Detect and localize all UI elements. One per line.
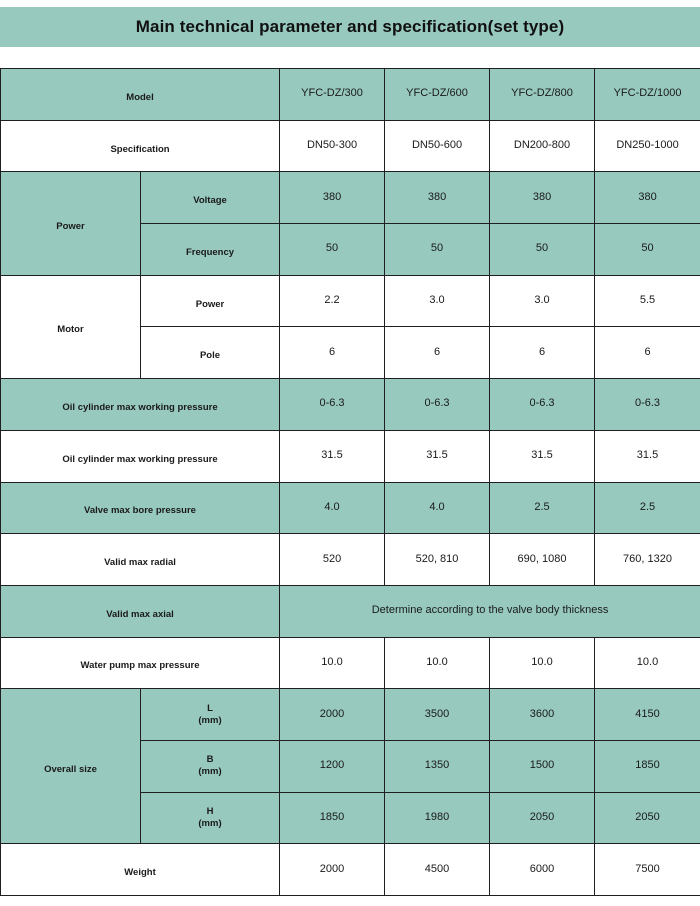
valve-bore-label: Valve max bore pressure bbox=[1, 482, 280, 534]
model-cell: YFC-DZ/800 bbox=[490, 69, 595, 121]
pole-label: Pole bbox=[141, 327, 280, 379]
axial-cell: Determine according to the valve body thickness bbox=[280, 585, 700, 637]
size-L-cell: 3600 bbox=[490, 689, 595, 741]
pump-cell: 10.0 bbox=[595, 637, 700, 689]
valve-bore-cell: 2.5 bbox=[490, 482, 595, 534]
radial-cell: 760, 1320 bbox=[595, 534, 700, 586]
overall-size-label: Overall size bbox=[1, 689, 141, 844]
row-pump bbox=[1, 637, 700, 689]
size-H-cell: 2050 bbox=[595, 792, 700, 844]
specification-cell: DN50-600 bbox=[385, 120, 490, 172]
valve-bore-cell: 2.5 bbox=[595, 482, 700, 534]
pole-cell: 6 bbox=[280, 327, 385, 379]
L-label: L (mm) bbox=[141, 689, 280, 741]
radial-cell: 690, 1080 bbox=[490, 534, 595, 586]
radial-cell: 520 bbox=[280, 534, 385, 586]
oil-pressure-2-label: Oil cylinder max working pressure bbox=[1, 430, 280, 482]
weight-label: Weight bbox=[1, 844, 280, 896]
size-H-cell: 2050 bbox=[490, 792, 595, 844]
pole-cell: 6 bbox=[490, 327, 595, 379]
motor-power-label: Power bbox=[141, 275, 280, 327]
frequency-cell: 50 bbox=[280, 224, 385, 276]
title-bar bbox=[0, 7, 700, 47]
row-oil-pressure-2 bbox=[1, 430, 700, 482]
size-B-cell: 1200 bbox=[280, 740, 385, 792]
valve-bore-cell: 4.0 bbox=[280, 482, 385, 534]
row-weight bbox=[1, 844, 700, 896]
row-motor-power bbox=[1, 275, 700, 327]
motor-group-label: Motor bbox=[1, 275, 141, 378]
oil-pressure-1-label: Oil cylinder max working pressure bbox=[1, 379, 280, 431]
row-voltage bbox=[1, 172, 700, 224]
page-title: Main technical parameter and specification(set type) bbox=[135, 17, 565, 36]
frequency-cell: 50 bbox=[490, 224, 595, 276]
oil-pressure-2-cell: 31.5 bbox=[280, 430, 385, 482]
row-radial bbox=[1, 534, 700, 586]
oil-pressure-1-cell: 0-6.3 bbox=[385, 379, 490, 431]
pump-label: Water pump max pressure bbox=[1, 637, 280, 689]
motor-power-cell: 5.5 bbox=[595, 275, 700, 327]
weight-cell: 6000 bbox=[490, 844, 595, 896]
size-B-cell: 1500 bbox=[490, 740, 595, 792]
H-label: H (mm) bbox=[141, 792, 280, 844]
weight-cell: 7500 bbox=[595, 844, 700, 896]
radial-cell: 520, 810 bbox=[385, 534, 490, 586]
power-group-label: Power bbox=[1, 172, 141, 275]
specification-cell: DN200-800 bbox=[490, 120, 595, 172]
B-label: B (mm) bbox=[141, 740, 280, 792]
motor-power-cell: 3.0 bbox=[385, 275, 490, 327]
oil-pressure-1-cell: 0-6.3 bbox=[280, 379, 385, 431]
frequency-label: Frequency bbox=[141, 224, 280, 276]
voltage-cell: 380 bbox=[490, 172, 595, 224]
size-L-cell: 3500 bbox=[385, 689, 490, 741]
specification-cell: DN50-300 bbox=[280, 120, 385, 172]
model-cell: YFC-DZ/300 bbox=[280, 69, 385, 121]
spec-table bbox=[0, 68, 700, 896]
frequency-cell: 50 bbox=[385, 224, 490, 276]
size-H-cell: 1980 bbox=[385, 792, 490, 844]
pump-cell: 10.0 bbox=[385, 637, 490, 689]
pole-cell: 6 bbox=[595, 327, 700, 379]
axial-label: Valid max axial bbox=[1, 585, 280, 637]
weight-cell: 2000 bbox=[280, 844, 385, 896]
row-size-L bbox=[1, 689, 700, 741]
frequency-cell: 50 bbox=[595, 224, 700, 276]
radial-label: Valid max radial bbox=[1, 534, 280, 586]
oil-pressure-1-cell: 0-6.3 bbox=[595, 379, 700, 431]
voltage-cell: 380 bbox=[385, 172, 490, 224]
valve-bore-cell: 4.0 bbox=[385, 482, 490, 534]
voltage-label: Voltage bbox=[141, 172, 280, 224]
size-L-cell: 4150 bbox=[595, 689, 700, 741]
pump-cell: 10.0 bbox=[490, 637, 595, 689]
size-B-cell: 1350 bbox=[385, 740, 490, 792]
model-label: Model bbox=[1, 69, 280, 121]
oil-pressure-1-cell: 0-6.3 bbox=[490, 379, 595, 431]
size-L-cell: 2000 bbox=[280, 689, 385, 741]
voltage-cell: 380 bbox=[595, 172, 700, 224]
weight-cell: 4500 bbox=[385, 844, 490, 896]
row-valve-bore bbox=[1, 482, 700, 534]
oil-pressure-2-cell: 31.5 bbox=[385, 430, 490, 482]
pole-cell: 6 bbox=[385, 327, 490, 379]
pump-cell: 10.0 bbox=[280, 637, 385, 689]
size-H-cell: 1850 bbox=[280, 792, 385, 844]
voltage-cell: 380 bbox=[280, 172, 385, 224]
motor-power-cell: 3.0 bbox=[490, 275, 595, 327]
size-B-cell: 1850 bbox=[595, 740, 700, 792]
row-specification bbox=[1, 120, 700, 172]
oil-pressure-2-cell: 31.5 bbox=[490, 430, 595, 482]
row-oil-pressure-1 bbox=[1, 379, 700, 431]
model-cell: YFC-DZ/600 bbox=[385, 69, 490, 121]
model-cell: YFC-DZ/1000 bbox=[595, 69, 700, 121]
specification-label: Specification bbox=[1, 120, 280, 172]
row-axial bbox=[1, 585, 700, 637]
row-model bbox=[1, 69, 700, 121]
motor-power-cell: 2.2 bbox=[280, 275, 385, 327]
oil-pressure-2-cell: 31.5 bbox=[595, 430, 700, 482]
specification-cell: DN250-1000 bbox=[595, 120, 700, 172]
